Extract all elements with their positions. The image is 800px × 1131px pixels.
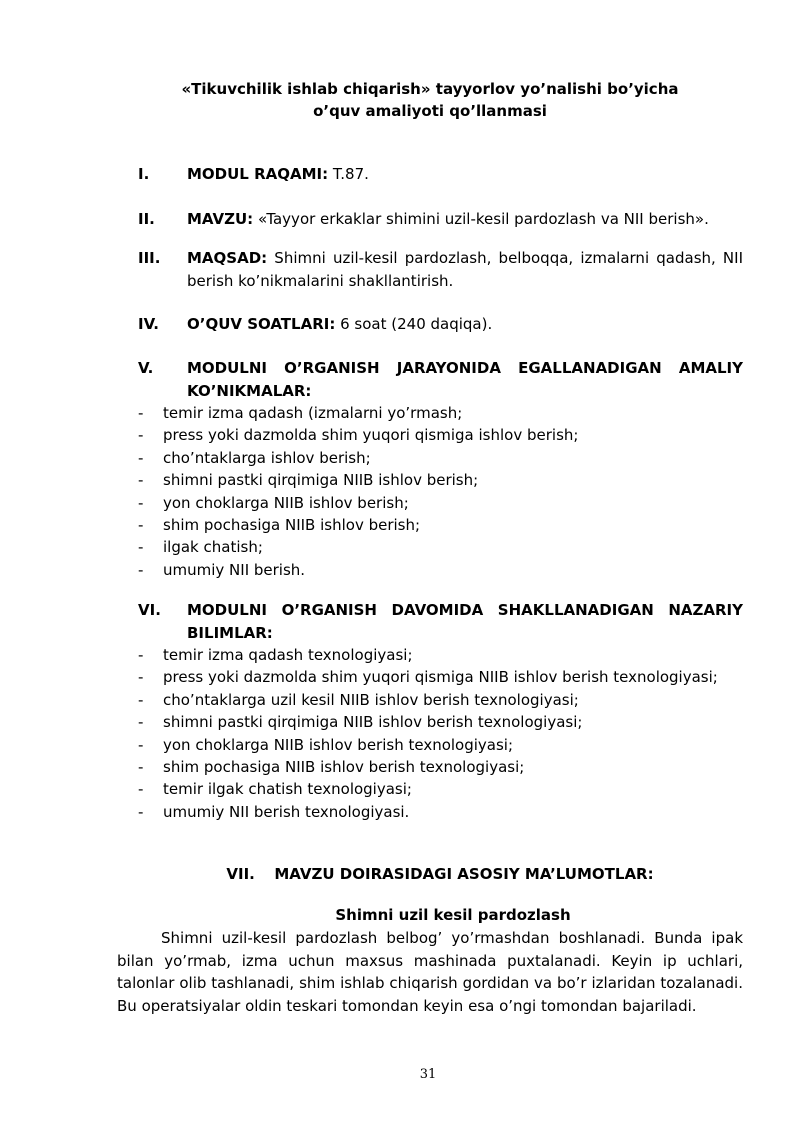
section-number: VII. xyxy=(226,865,255,883)
section-label: MODULNI O’RGANISH JARAYONIDA EGALLANADIGAN AMALIY KO’NIKMALAR: xyxy=(187,359,743,400)
list-item: - shimni pastki qirqimiga NIIB ishlov berish; xyxy=(138,469,758,491)
list-item: - press yoki dazmolda shim yuqori qismiga NIIB ishlov berish texnologiyasi; xyxy=(138,666,758,688)
title-line-2: o’quv amaliyoti qo’llanmasi xyxy=(313,102,547,120)
section-label: MODUL RAQAMI: xyxy=(187,165,329,183)
section-number: II. xyxy=(138,210,155,228)
list-item: - umumiy NII berish. xyxy=(138,559,758,581)
section-number: V. xyxy=(138,359,154,377)
section-number: IV. xyxy=(138,315,159,333)
section-label: MODULNI O’RGANISH DAVOMIDA SHAKLLANADIGAN NAZARIY BILIMLAR: xyxy=(187,601,743,642)
section-number: I. xyxy=(138,165,150,183)
list-item: - temir izma qadash (izmalarni yo’rmash; xyxy=(138,402,758,424)
section-label: MAVZU: xyxy=(187,210,254,228)
title-line-1: «Tikuvchilik ishlab chiqarish» tayyorlov yo’nalishi bo’yicha xyxy=(181,80,679,98)
list-item: - yon choklarga NIIB ishlov berish texnologiyasi; xyxy=(138,734,758,756)
page-title xyxy=(0,78,800,122)
list-item: - ilgak chatish; xyxy=(138,536,758,558)
section-4 xyxy=(138,313,743,336)
list-item: - shim pochasiga NIIB ishlov berish; xyxy=(138,514,758,536)
section-number: III. xyxy=(138,249,161,267)
section-6 xyxy=(138,599,743,645)
section-3 xyxy=(138,247,743,293)
section-label: MAQSAD: xyxy=(187,249,268,267)
section-text: Shimni uzil-kesil pardozlash, belboqqa, izmalarni qadash, NII berish ko’nikmalarini shakllantirish. xyxy=(187,249,743,290)
list-item: - cho’ntaklarga ishlov berish; xyxy=(138,447,758,469)
knowledge-list xyxy=(138,644,758,823)
section-1 xyxy=(138,163,743,186)
body-paragraph: Shimni uzil-kesil pardozlash belbog’ yo’rmashdan boshlanadi. Bunda ipak bilan yo’rmab, izma uchun maxsus mashinada puxtalanadi. Keyin ip uchlari, talonlar olib tashlanadi, shim ishlab chiqarish gordidan va bo’r izlaridan tozalanadi. Bu operatsiyalar oldin teskari tomondan keyin esa o’ngi tomondan bajariladi. xyxy=(117,929,743,1015)
subheading: Shimni uzil kesil pardozlash xyxy=(335,906,571,924)
section-7-heading xyxy=(0,863,800,885)
section-text: 6 soat (240 daqiqa). xyxy=(335,315,493,333)
list-item: - press yoki dazmolda shim yuqori qismiga ishlov berish; xyxy=(138,424,758,446)
list-item: - cho’ntaklarga uzil kesil NIIB ishlov berish texnologiyasi; xyxy=(138,689,758,711)
section-text: «Tayyor erkaklar shimini uzil-kesil pardozlash va NII berish». xyxy=(253,210,709,228)
section-5 xyxy=(138,357,743,403)
page-number: 31 xyxy=(419,1067,437,1082)
section-label: MAVZU DOIRASIDAGI ASOSIY MA’LUMOTLAR: xyxy=(274,865,654,883)
section-label: O’QUV SOATLARI: xyxy=(187,315,336,333)
list-item: - temir ilgak chatish texnologiyasi; xyxy=(138,778,758,800)
list-item: - temir izma qadash texnologiyasi; xyxy=(138,644,758,666)
list-item: - yon choklarga NIIB ishlov berish; xyxy=(138,492,758,514)
section-2 xyxy=(138,208,743,231)
list-item: - shimni pastki qirqimiga NIIB ishlov berish texnologiyasi; xyxy=(138,711,758,733)
section-text: T.87. xyxy=(328,165,369,183)
skills-list xyxy=(138,402,758,581)
list-item: - umumiy NII berish texnologiyasi. xyxy=(138,801,758,823)
list-item: - shim pochasiga NIIB ishlov berish texnologiyasi; xyxy=(138,756,758,778)
section-number: VI. xyxy=(138,601,161,619)
